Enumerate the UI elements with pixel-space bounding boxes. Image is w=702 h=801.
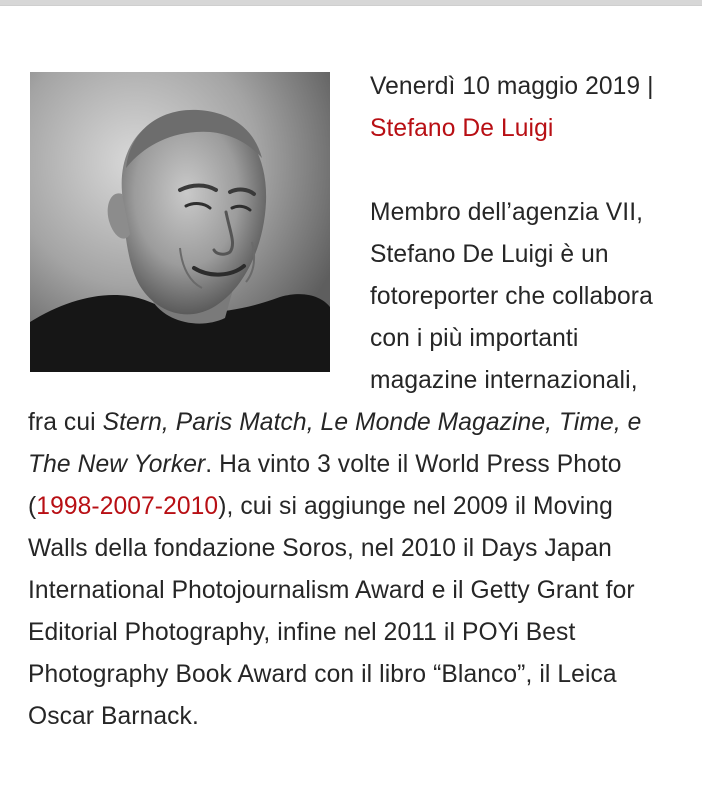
portrait-image bbox=[30, 72, 330, 372]
top-divider bbox=[0, 0, 702, 6]
meta-separator: | bbox=[647, 73, 654, 100]
bio-text-awards: ), cui si aggiunge nel 2009 il Moving Walls della fondazione Soros, nel 2010 il Days Japan International Photojournalism Award e il Getty Grant for Editorial Photography, infine nel 2011 il POYi Best Photography Book Award con il libro “Blanco”, il Leica Oscar Barnack. bbox=[28, 493, 635, 730]
article-body bbox=[28, 66, 668, 738]
post-date: Venerdì 10 maggio 2019 bbox=[370, 73, 641, 100]
bio-text-intro: Membro dell’agenzia VII, Stefano De Luigi è un fotoreporter che collabora con i più importanti magazine internazionali, fra cui bbox=[28, 199, 653, 436]
bio-magazines: Stern, Paris Match, Le Monde Magazine, Time, e The New Yorker bbox=[28, 409, 642, 478]
world-press-photo-years-link[interactable]: 1998-2007-2010 bbox=[36, 493, 219, 520]
author-link[interactable]: Stefano De Luigi bbox=[370, 115, 554, 142]
bio-text-wpp: . Ha vinto 3 volte il World Press Photo ( bbox=[28, 451, 622, 520]
author-photo bbox=[30, 72, 330, 372]
